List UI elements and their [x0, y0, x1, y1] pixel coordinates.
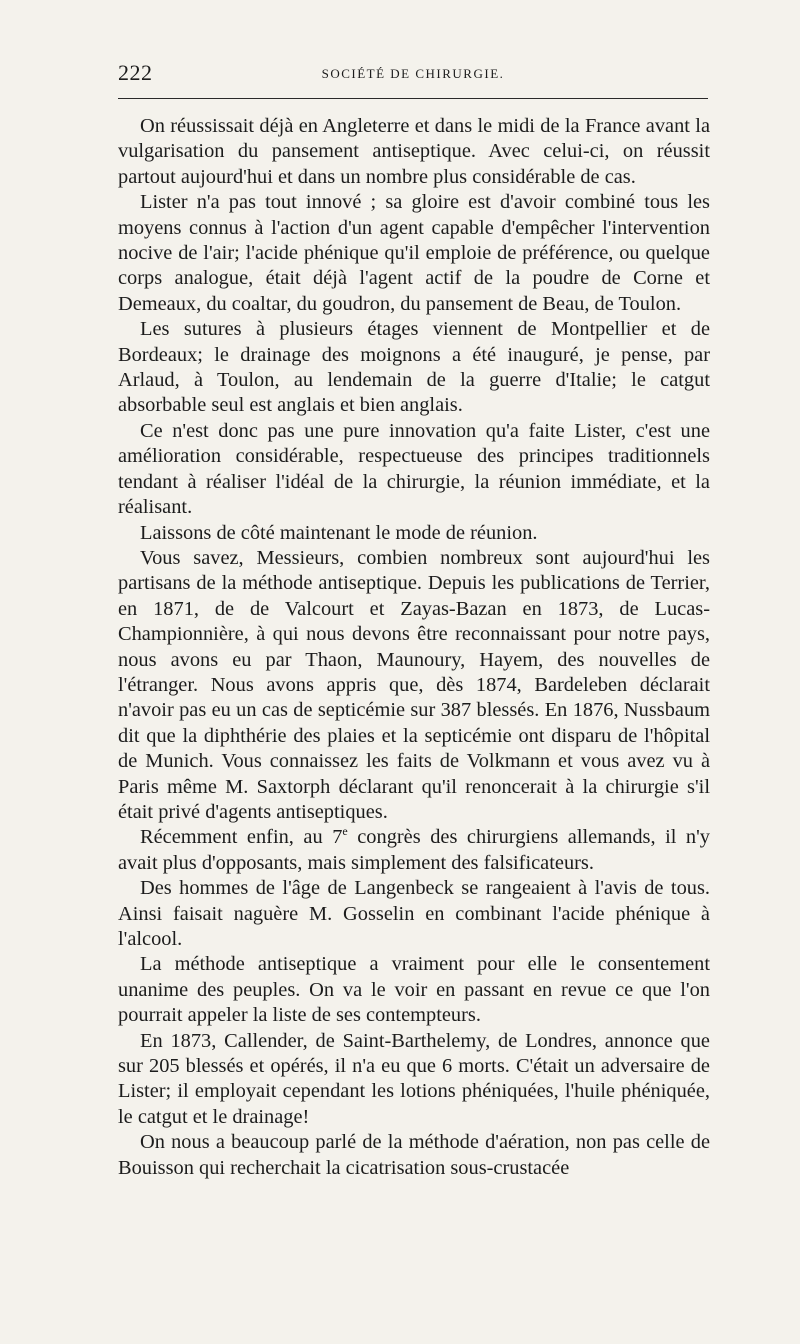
paragraph: La méthode antiseptique a vraiment pour elle le consentement unanime des peuples. On va le voir en passant en revue ce que l'on pourrait appeler la liste de ses contempteurs. [118, 953, 710, 1027]
page-number: 222 [118, 60, 153, 85]
paragraph: Laissons de côté maintenant le mode de réunion. [140, 521, 538, 544]
running-head: SOCIÉTÉ DE CHIRURGIE. [321, 66, 505, 81]
paragraph: Lister n'a pas tout innové ; sa gloire est d'avoir combiné tous les moyens connus à l'action d'un agent capable d'empêcher l'intervention nocive de l'air; l'acide phénique qu'il emploie de préférence, ou quelque corps analogue, était déjà l'agent actif de la poudre de Corne et Demeaux, du coaltar, du goudron, du pansement de Beau, de Toulon. [118, 191, 710, 315]
paragraph-recent-congress [118, 825, 710, 876]
paragraph: Ce n'est donc pas une pure innovation qu'a faite Lister, c'est une amélioration considérable, respectueuse des principes traditionnels tendant à réaliser l'idéal de la chirurgie, la réunion immédiate, et la réalisant. [118, 419, 710, 519]
congress-text-after: congrès des chirurgiens allemands, il n'y avait plus d'opposants, mais simplement des falsificateurs. [118, 826, 710, 874]
paragraph: On nous a beaucoup parlé de la méthode d'aération, non pas celle de Bouisson qui recherchait la cicatrisation sous-crustacée [118, 1131, 710, 1179]
paragraph: On réussissait déjà en Angleterre et dans le midi de la France avant la vulgarisation du pansement antiseptique. Avec celui-ci, on réussit partout aujourd'hui et dans un nombre plus considérable de cas. [118, 115, 710, 188]
paragraph: Des hommes de l'âge de Langenbeck se rangeaient à l'avis de tous. Ainsi faisait naguère M. Gosselin en combinant l'acide phénique à l'alcool. [118, 877, 710, 950]
paragraph: Vous savez, Messieurs, combien nombreux sont aujourd'hui les partisans de la méthode antiseptique. Depuis les publications de Terrier, en 1871, de de Valcourt et Zayas-Bazan en 1873, de Lucas-Championnière, à qui nous devons être reconnaissant pour notre pays, nous avons eu par Thaon, Maunoury, Hayem, des nouvelles de l'étranger. Nous avons appris que, dès 1874, Bardeleben déclarait n'avoir pas eu un cas de septicémie sur 387 blessés. En 1876, Nussbaum dit que la diphthérie des plaies et la septicémie ont disparu de l'hôpital de Munich. Vous connaissez les faits de Volkmann et vous avez vu à Paris même M. Saxtorph déclarant qu'il renoncerait à la chirurgie s'il était privé d'agents antiseptiques. [118, 546, 710, 823]
paragraph: Les sutures à plusieurs étages viennent de Montpellier et de Bordeaux; le drainage des moignons a été inauguré, je pense, par Arlaud, à Toulon, au lendemain de la guerre d'Italie; le catgut absorbable seul est anglais et bien anglais. [118, 318, 710, 417]
body-text [118, 114, 710, 1181]
page-header [118, 60, 708, 90]
ordinal-superscript: e [342, 824, 348, 839]
congress-text-before: Récemment enfin, au 7 [140, 826, 343, 849]
header-rule [118, 98, 708, 99]
paragraph: En 1873, Callender, de Saint-Barthelemy, de Londres, annonce que sur 205 blessés et opérés, il n'a eu que 6 morts. C'était un adversaire de Lister; il employait cependant les lotions phéniquées, l'huile phéniquée, le catgut et le drainage! [118, 1029, 710, 1128]
